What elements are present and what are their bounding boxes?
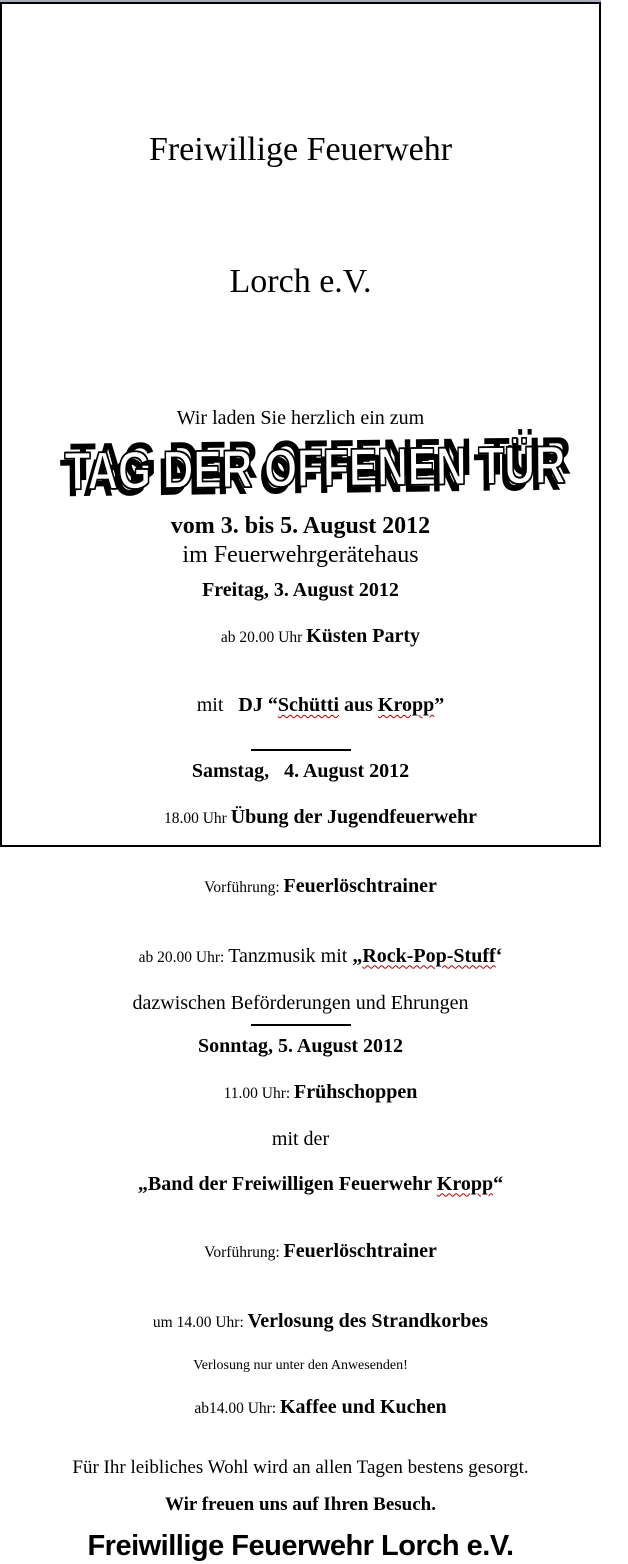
saturday-time-1: 18.00 Uhr <box>163 809 231 827</box>
saturday-section <box>2 760 599 1014</box>
sunday-band-open: „Band der Freiwilligen Feuerwehr <box>137 1172 437 1195</box>
sunday-event-5: Verlosung des Strandkorbes <box>247 1309 489 1332</box>
open-day-headline: TAG DER OFFENEN TÜR <box>64 435 566 502</box>
section-separator-2 <box>251 1024 351 1026</box>
sunday-line-5 <box>2 1287 599 1357</box>
sunday-section <box>2 1035 599 1443</box>
sunday-header: Sonntag, 5. August 2012 <box>197 1035 404 1057</box>
closing-line: Wir freuen uns auf Ihren Besuch. <box>165 1494 436 1515</box>
saturday-line-2 <box>2 853 599 923</box>
club-title <box>2 40 599 392</box>
friday-with-word: mit <box>196 694 239 716</box>
friday-dj-mid: aus <box>339 694 378 716</box>
saturday-line-1 <box>2 783 599 853</box>
invitation-text: Wir laden Sie herzlich ein zum <box>176 407 425 429</box>
friday-line-1 <box>2 602 599 672</box>
sunday-label-4: Vorführung: <box>204 1244 284 1261</box>
club-title-line2: Lorch e.V. <box>229 263 372 300</box>
friday-dj-name-misspelled: Schütti <box>277 694 339 716</box>
sunday-event-4: Feuerlöschtrainer <box>283 1240 437 1262</box>
sunday-time-1: 11.00 Uhr: <box>223 1084 295 1102</box>
sunday-line-3 <box>2 1150 599 1218</box>
sunday-event-1: Frühschoppen <box>294 1080 418 1103</box>
saturday-line-4: dazwischen Beförderungen und Ehrungen <box>132 991 469 1014</box>
friday-dj-open: DJ “ <box>238 694 278 716</box>
sunday-time-5: um 14.00 Uhr: <box>152 1313 248 1331</box>
saturday-event-2: Feuerlöschtrainer <box>283 875 437 897</box>
saturday-band-name-misspelled: Rock-Pop-Stuff <box>362 944 496 967</box>
sunday-line-4 <box>2 1218 599 1288</box>
club-title-line1: Freiwillige Feuerwehr <box>148 131 453 168</box>
saturday-time-3: ab 20.00 Uhr: <box>138 948 229 966</box>
saturday-header: Samstag, 4. August 2012 <box>191 760 410 782</box>
friday-line-2 <box>2 672 599 740</box>
sunday-line-1 <box>2 1058 599 1128</box>
flyer-page <box>0 2 601 1562</box>
friday-header: Freitag, 3. August 2012 <box>202 579 399 601</box>
saturday-event-1: Übung der Jugendfeuerwehr <box>230 805 478 828</box>
catering-note: Für Ihr leibliches Wohl wird an allen Tagen bestens gesorgt. <box>72 1457 529 1478</box>
saturday-event-3-plain: Tanzmusik mit <box>228 944 353 967</box>
friday-dj-city-misspelled: Kropp <box>377 694 435 716</box>
sunday-raffle-note: Verlosung nur unter den Anwesenden! <box>193 1357 408 1373</box>
friday-dj-close: ” <box>434 694 445 716</box>
sunday-line-2: mit der <box>271 1127 330 1150</box>
saturday-label-2: Vorführung: <box>204 879 284 896</box>
friday-event-1: Küsten Party <box>306 624 421 647</box>
saturday-band-open-quote: „ <box>352 944 363 967</box>
friday-time-1: ab 20.00 Uhr <box>220 628 307 646</box>
saturday-band-close-quote: ‘ <box>495 944 503 967</box>
headline-wrap <box>2 436 599 502</box>
sunday-time-6: ab14.00 Uhr: <box>194 1400 280 1417</box>
event-date-range: vom 3. bis 5. August 2012 <box>170 513 431 539</box>
sunday-line-7 <box>2 1374 599 1444</box>
sunday-band-close-quote: “ <box>493 1172 504 1195</box>
sunday-band-city-misspelled: Kropp <box>436 1172 494 1195</box>
section-separator-1 <box>251 749 351 751</box>
sunday-event-6: Kaffee und Kuchen <box>279 1396 447 1418</box>
event-venue: im Feuerwehrgerätehaus <box>182 542 419 568</box>
club-name-footer: Freiwillige Feuerwehr Lorch e.V. <box>87 1530 514 1562</box>
friday-section <box>2 579 599 739</box>
saturday-line-3 <box>2 922 599 992</box>
